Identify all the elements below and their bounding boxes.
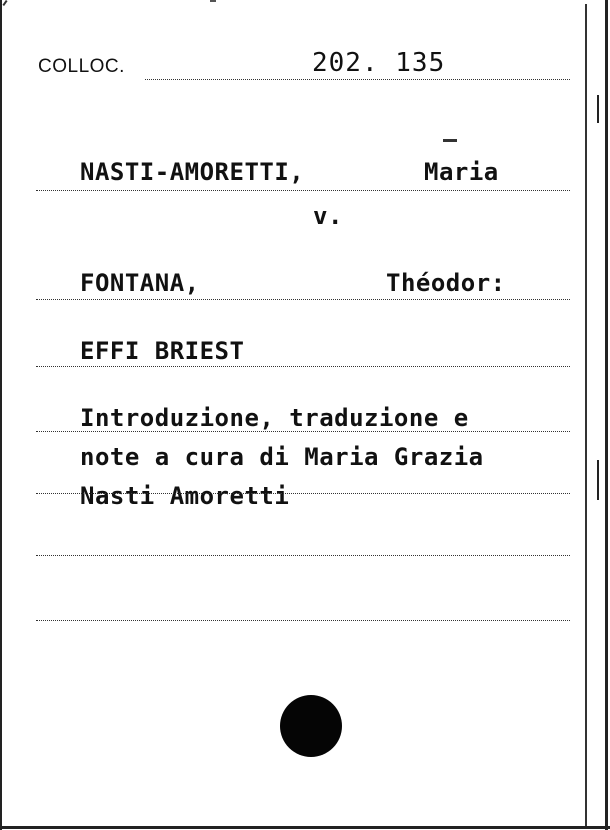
versus-marker: v. xyxy=(313,202,343,230)
author-rule xyxy=(36,190,570,191)
right-margin-tick xyxy=(597,95,599,123)
colloc-rule xyxy=(145,79,570,80)
title-rule xyxy=(36,366,570,367)
blank-rule-1 xyxy=(36,555,570,556)
card-edge-right-inner xyxy=(585,4,587,826)
note-line-3: Nasti Amoretti xyxy=(80,482,290,510)
right-margin-tick xyxy=(597,460,599,500)
colloc-number: 202. 135 xyxy=(312,48,446,78)
stray-mark xyxy=(443,139,457,142)
author-surname: NASTI-AMORETTI, xyxy=(80,158,305,186)
corner-mark xyxy=(2,0,7,6)
subject-rule xyxy=(36,299,570,300)
author-given-name: Maria xyxy=(424,158,499,186)
card-edge-left xyxy=(0,0,2,830)
subject-surname: FONTANA, xyxy=(80,269,200,297)
subject-given-name: Théodor: xyxy=(386,269,506,297)
card-edge-top-mark xyxy=(210,0,216,2)
card-edge-bottom xyxy=(0,826,610,829)
colloc-label: COLLOC. xyxy=(38,56,125,77)
note-line-1: Introduzione, traduzione e xyxy=(80,404,469,432)
note-rule-1 xyxy=(36,431,570,432)
note-rule-2 xyxy=(36,493,570,494)
note-line-2: note a cura di Maria Grazia xyxy=(80,443,484,471)
card-edge-right xyxy=(605,0,608,830)
blank-rule-2 xyxy=(36,620,570,621)
work-title: EFFI BRIEST xyxy=(80,337,245,365)
punch-hole xyxy=(280,695,342,757)
